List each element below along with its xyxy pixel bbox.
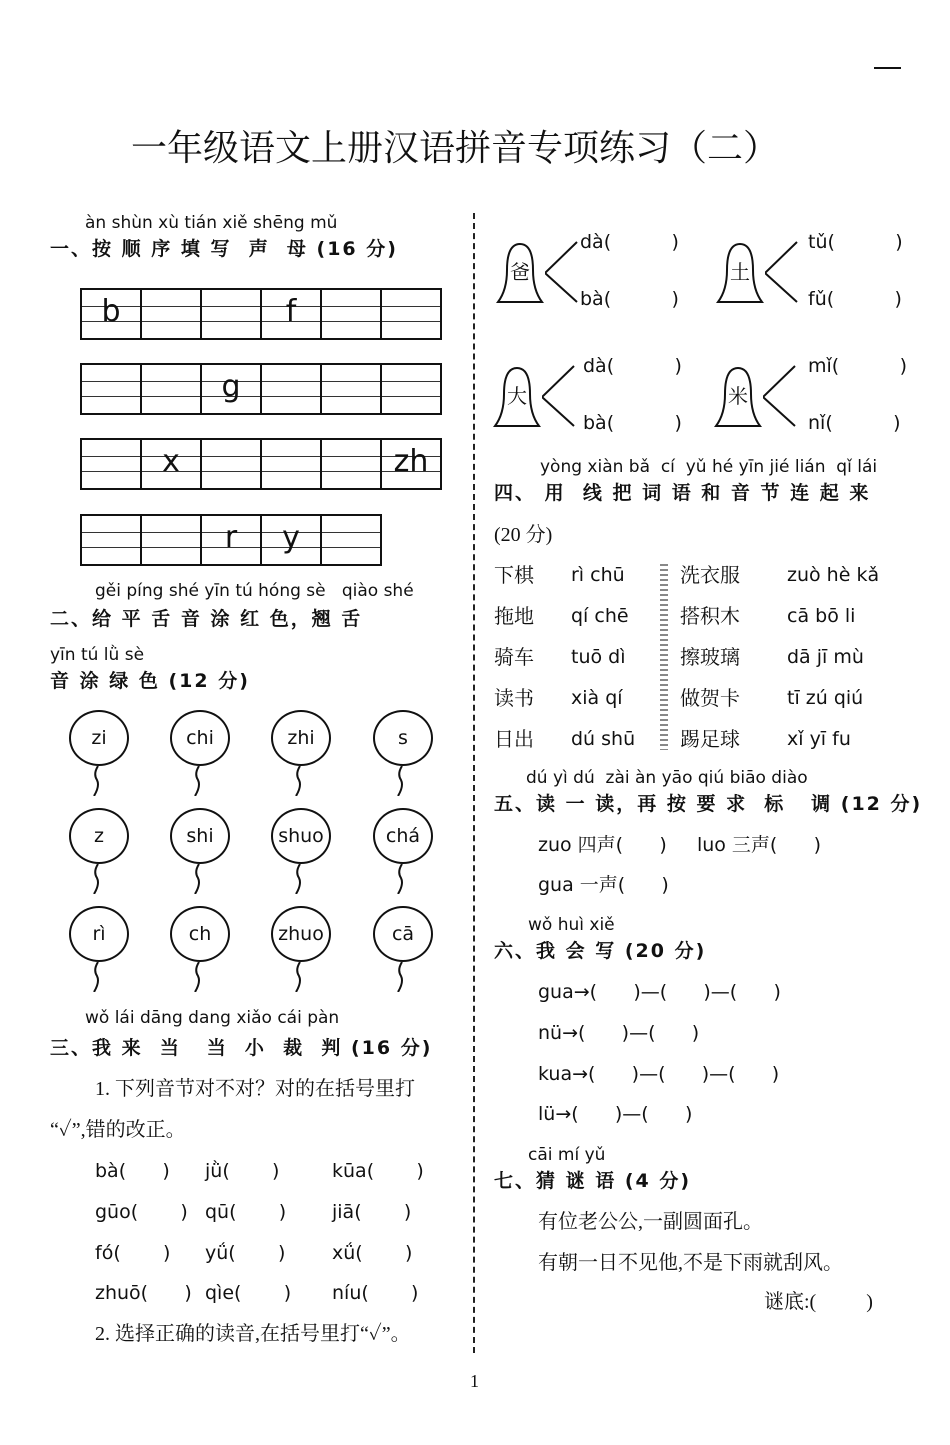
match-item[interactable]: 下棋 (494, 565, 534, 587)
grid-cell[interactable] (202, 290, 262, 338)
page-title: 一年级语文上册汉语拼音专项练习（二） (130, 128, 779, 168)
grid-cell[interactable] (142, 440, 202, 488)
balloon[interactable]: shi (170, 808, 230, 864)
grid-cell[interactable] (322, 516, 382, 564)
match-item[interactable]: dā jī mù (787, 646, 864, 668)
balloon[interactable]: ch (170, 906, 230, 962)
judge-item[interactable]: gūo( ) (95, 1201, 188, 1223)
match-item[interactable]: dú shū (571, 728, 636, 750)
option[interactable]: nǐ( ) (808, 412, 901, 434)
grid-letter: f (285, 294, 297, 329)
balloon-string (293, 864, 303, 894)
four-line-grid (80, 288, 442, 340)
s2-pinyin2: yīn tú lǜ sè (50, 645, 145, 665)
balloon-string (395, 766, 405, 796)
balloon-string (91, 962, 101, 992)
grid-cell[interactable] (142, 365, 202, 413)
grid-cell[interactable] (82, 290, 142, 338)
grid-letter: r (224, 520, 238, 555)
balloon-string (192, 766, 202, 796)
s3-heading: 三、我 来 当 当 小 裁 判 (16 分) (50, 1037, 433, 1059)
page-number: 1 (470, 1371, 479, 1391)
option[interactable]: dà( ) (583, 355, 682, 377)
s5-line2: gua 一声( ) (538, 874, 669, 896)
s4-pinyin: yòng xiàn bǎ cí yǔ hé yīn jié lián qǐ lái (540, 457, 878, 477)
s7-pinyin: cāi mí yǔ (528, 1145, 606, 1165)
match-item[interactable]: 擦玻璃 (680, 647, 740, 669)
s4-heading: 四、 用 线 把 词 语 和 音 节 连 起 来 (494, 482, 871, 504)
balloon[interactable]: zhi (271, 710, 331, 766)
match-item[interactable]: rì chū (571, 564, 625, 586)
match-item[interactable]: 洗衣服 (680, 565, 740, 587)
s2-heading1: 二、给 平 舌 音 涂 红 色，翘 舌 (50, 608, 363, 630)
grid-letter: g (221, 369, 241, 404)
s4-score: (20 分) (494, 524, 553, 546)
option[interactable]: fǔ( ) (808, 288, 902, 310)
s6-heading: 六、我 会 写 (20 分) (494, 940, 707, 962)
match-item[interactable]: 拖地 (494, 606, 534, 628)
column-divider (473, 213, 475, 1353)
s6-line: lü→( )—( ) (538, 1103, 693, 1125)
s5-line1: zuo 四声( ) luo 三声( ) (538, 834, 821, 856)
judge-item[interactable]: xǘ( ) (332, 1242, 413, 1264)
match-item[interactable]: 日出 (494, 729, 534, 751)
judge-item[interactable]: níu( ) (332, 1282, 419, 1304)
bell-character: 米 (728, 386, 748, 408)
grid-letter: b (101, 294, 121, 329)
s6-line: gua→( )—( )—( ) (538, 981, 781, 1003)
match-item[interactable]: 踢足球 (680, 729, 740, 751)
balloon-string (395, 962, 405, 992)
judge-item[interactable]: zhuō( ) (95, 1282, 192, 1304)
balloon-string (91, 864, 101, 894)
balloon-string (192, 962, 202, 992)
option[interactable]: mǐ( ) (808, 355, 908, 377)
balloon-string (395, 864, 405, 894)
match-item[interactable]: tuō dì (571, 646, 626, 668)
option[interactable]: dà( ) (580, 231, 679, 253)
balloon[interactable]: chi (170, 710, 230, 766)
s5-pinyin: dú yì dú zài àn yāo qiú biāo diào (526, 768, 808, 788)
grid-cell[interactable] (142, 516, 202, 564)
match-item[interactable]: xià qí (571, 687, 623, 709)
match-item[interactable]: 骑车 (494, 647, 534, 669)
grid-cell[interactable] (322, 290, 382, 338)
judge-item[interactable]: jǜ( ) (205, 1160, 280, 1182)
judge-item[interactable]: fó( ) (95, 1242, 171, 1264)
balloon-string (293, 962, 303, 992)
grid-cell[interactable] (202, 440, 262, 488)
bell-character: 土 (730, 262, 750, 284)
grid-letter: y (282, 520, 300, 555)
match-item[interactable]: 做贺卡 (680, 688, 740, 710)
option[interactable]: bà( ) (583, 412, 682, 434)
grid-letter: x (162, 444, 180, 479)
option[interactable]: tǔ( ) (808, 231, 903, 253)
s2-heading2: 音 涂 绿 色 (12 分) (50, 670, 250, 692)
balloon-string (192, 864, 202, 894)
riddle-line2: 有朝一日不见他,不是下雨就刮风。 (538, 1252, 843, 1274)
decorative-chain (660, 564, 668, 750)
judge-item[interactable]: jiā( ) (332, 1201, 412, 1223)
grid-cell[interactable] (322, 365, 382, 413)
grid-cell[interactable] (202, 365, 262, 413)
match-item[interactable]: cā bō li (787, 605, 856, 627)
option[interactable]: bà( ) (580, 288, 679, 310)
judge-item[interactable]: yǘ( ) (205, 1242, 286, 1264)
balloon[interactable]: s (373, 710, 433, 766)
four-line-grid (80, 514, 382, 566)
riddle-line1: 有位老公公,一副圆面孔。 (538, 1211, 763, 1233)
match-item[interactable]: 搭积木 (680, 606, 740, 628)
bell-character: 爸 (510, 262, 530, 284)
judge-item[interactable]: qū( ) (205, 1201, 287, 1223)
s3-pinyin: wǒ lái dāng dang xiǎo cái pàn (85, 1008, 340, 1028)
judge-item[interactable]: bà( ) (95, 1160, 170, 1182)
s1-pinyin: àn shùn xù tián xiě shēng mǔ (85, 213, 338, 233)
s7-heading: 七、猜 谜 语 (4 分) (494, 1170, 692, 1192)
s3-q2: 2. 选择正确的读音,在括号里打“✓”。 (95, 1323, 411, 1345)
balloon[interactable]: rì (69, 906, 129, 962)
bell-character: 大 (507, 386, 527, 408)
balloon[interactable]: cā (373, 906, 433, 962)
match-item[interactable]: qí chē (571, 605, 629, 627)
balloon[interactable]: z (69, 808, 129, 864)
grid-cell[interactable] (262, 290, 322, 338)
balloon-string (293, 766, 303, 796)
grid-cell[interactable] (382, 365, 442, 413)
grid-cell[interactable] (202, 516, 262, 564)
balloon[interactable]: shuo (271, 808, 331, 864)
grid-letter: zh (393, 444, 429, 479)
grid-cell[interactable] (262, 516, 322, 564)
balloon[interactable]: zhuo (271, 906, 331, 962)
s6-line: kua→( )—( )—( ) (538, 1063, 780, 1085)
match-item[interactable]: tī zú qiú (787, 687, 864, 709)
match-item[interactable]: xǐ yī fu (787, 728, 851, 750)
balloon-string (91, 766, 101, 796)
judge-item[interactable]: qìe( ) (205, 1282, 292, 1304)
four-line-grid (80, 363, 442, 415)
s6-pinyin: wǒ huì xiě (528, 915, 615, 935)
grid-cell[interactable] (382, 440, 442, 488)
balloon[interactable]: zi (69, 710, 129, 766)
s2-pinyin1: gěi píng shé yīn tú hóng sè qiào shé (95, 581, 414, 601)
grid-cell[interactable] (82, 516, 142, 564)
grid-cell[interactable] (322, 440, 382, 488)
grid-cell[interactable] (142, 290, 202, 338)
grid-cell[interactable] (262, 440, 322, 488)
match-item[interactable]: 读书 (494, 688, 534, 710)
riddle-answer: 谜底:( ) (764, 1291, 873, 1313)
grid-cell[interactable] (262, 365, 322, 413)
grid-cell[interactable] (82, 365, 142, 413)
s1-heading: 一、按 顺 序 填 写 声 母 (16 分) (50, 238, 398, 260)
grid-cell[interactable] (82, 440, 142, 488)
s3-q1-line1: 1. 下列音节对不对？对的在括号里打 (95, 1078, 415, 1100)
grid-cell[interactable] (382, 290, 442, 338)
top-dash (874, 67, 901, 69)
judge-item[interactable]: kūa( ) (332, 1160, 424, 1182)
s3-q1-line2: “✓”,错的改正。 (50, 1119, 186, 1141)
four-line-grid (80, 438, 442, 490)
s5-heading: 五、读 一 读，再 按 要 求 标 调 (12 分) (494, 793, 923, 815)
match-item[interactable]: zuò hè kǎ (787, 564, 880, 586)
balloon[interactable]: chá (373, 808, 433, 864)
s6-line: nü→( )—( ) (538, 1022, 700, 1044)
